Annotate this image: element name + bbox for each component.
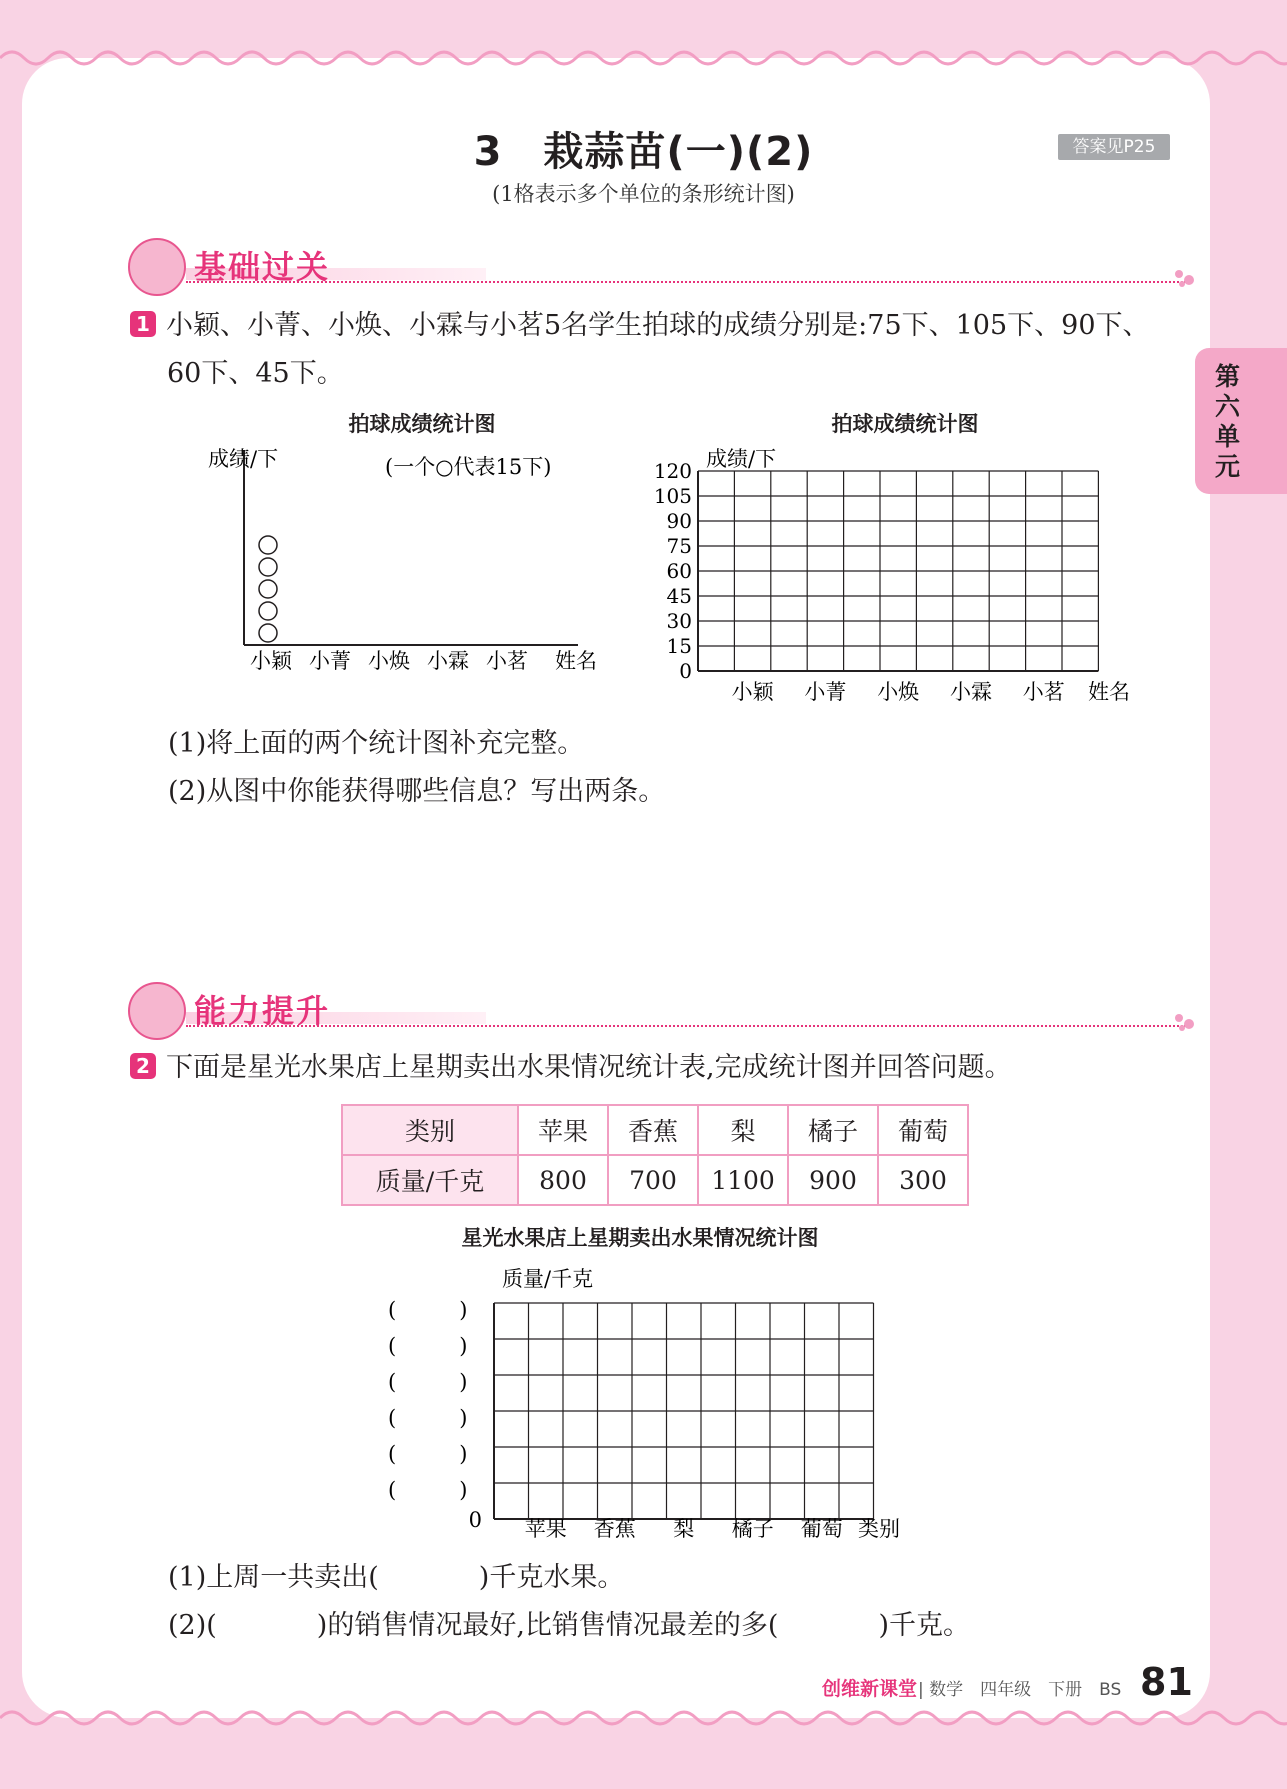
section-label: 基础过关	[194, 248, 331, 286]
chart1-symbols	[259, 536, 277, 642]
chart1-y-label: 成绩/下	[208, 447, 279, 471]
section-header-rule	[186, 281, 1186, 283]
section-header-rule	[186, 1025, 1186, 1027]
footer-info: | 数学 四年级 下册 BS	[918, 1680, 1122, 1700]
chart2-x-tick: 小茗	[1022, 680, 1065, 704]
table-cell: 900	[788, 1155, 878, 1205]
table-cell: 700	[608, 1155, 698, 1205]
section-label: 能力提升	[194, 992, 331, 1030]
question-1-text: 小颖、小菁、小焕、小霖与小茗5名学生拍球的成绩分别是:75下、105下、90下、	[166, 310, 1150, 341]
question-2-sub1	[168, 1554, 624, 1602]
chart1-x-ticks	[250, 649, 528, 673]
chart2-x-tick: 小菁	[804, 680, 847, 704]
question-2-text: 下面是星光水果店上星期卖出水果情况统计表,完成统计图并回答问题。	[166, 1052, 1012, 1083]
chart3-x-label: 类别	[858, 1517, 900, 1541]
chart1-x-tick: 小焕	[368, 649, 410, 673]
table-cell: 800	[518, 1155, 608, 1205]
chart2-bar-chart-grid[interactable]	[650, 440, 1150, 710]
table-cell: 1100	[698, 1155, 788, 1205]
table-row	[342, 1155, 968, 1205]
dots-ornament-icon	[1174, 268, 1200, 288]
chart2-y-tick: 120	[653, 459, 692, 483]
chart1-title: 拍球成绩统计图	[348, 412, 496, 436]
table-cell: 葡萄	[878, 1105, 968, 1155]
chart1-x-tick: 小颖	[250, 649, 292, 673]
question-1-line2: 60下、45下。	[167, 358, 344, 389]
table-row	[342, 1105, 968, 1155]
chart2-y-tick: 45	[666, 584, 692, 608]
chart1-legend: (一个○代表15下)	[385, 455, 552, 479]
question-1-sub2: (2)从图中你能获得哪些信息？写出两条。	[168, 776, 666, 807]
chart2-y-tick: 0	[679, 659, 692, 683]
question-2-sub2-suffix: )千克。	[878, 1610, 970, 1641]
question-2-sub2-middle: )的销售情况最好,比销售情况最差的多(	[316, 1610, 779, 1641]
question-2-sub2	[168, 1602, 970, 1650]
question-number-badge: 2	[130, 1053, 156, 1079]
answer-reference-badge: 答案见P25	[1058, 134, 1170, 160]
chart2-y-label: 成绩/下	[706, 447, 777, 471]
chart2-title: 拍球成绩统计图	[831, 412, 979, 436]
table-header-cell: 类别	[342, 1105, 518, 1155]
chart2-y-tick: 75	[666, 534, 692, 558]
chart1-x-tick: 小霖	[427, 649, 469, 673]
question-1-line1	[130, 302, 1190, 350]
table-cell: 300	[878, 1155, 968, 1205]
page-title: 3 栽蒜苗(一)(2)	[473, 129, 814, 175]
unit-side-tab	[1195, 348, 1287, 494]
question-1-sub1: (1)将上面的两个统计图补充完整。	[168, 728, 585, 759]
page-number: 81	[1140, 1660, 1193, 1704]
chart3-y-tick-blank[interactable]: ( )	[388, 1334, 468, 1358]
chart1-x-tick: 小茗	[486, 649, 528, 673]
question-number-badge: 1	[130, 311, 156, 337]
chart2-x-tick: 小颖	[731, 680, 774, 704]
chart3-x-tick: 梨	[673, 1517, 695, 1541]
chart3-y-label: 质量/千克	[502, 1267, 594, 1291]
chart3-y-tick-blank[interactable]: ( )	[388, 1298, 468, 1322]
fruit-sales-table	[341, 1104, 969, 1206]
unit-side-tab-label: 第六单元	[1215, 362, 1241, 481]
question-1	[130, 302, 1190, 398]
chart1-pictograph[interactable]	[200, 440, 620, 680]
table-header-cell: 质量/千克	[342, 1155, 518, 1205]
chart1-symbol	[259, 536, 277, 554]
question-2	[130, 1044, 1190, 1092]
chart3-x-tick: 苹果	[524, 1517, 567, 1541]
mascot-icon	[128, 982, 186, 1040]
question-2-sub2-prefix: (2)(	[168, 1610, 217, 1641]
footer-brand: 创维新课堂	[822, 1678, 918, 1700]
chart2-x-tick: 小焕	[877, 680, 920, 704]
chart2-y-tick: 105	[653, 484, 692, 508]
page-subtitle: (1格表示多个单位的条形统计图)	[492, 182, 795, 206]
chart2-y-tick: 60	[666, 559, 692, 583]
chart2-x-tick: 小霖	[950, 680, 992, 704]
table-cell: 梨	[698, 1105, 788, 1155]
top-wave-border	[0, 46, 1287, 70]
chart2-y-ticks	[654, 459, 692, 683]
table-cell: 橘子	[788, 1105, 878, 1155]
section-header-advanced	[128, 982, 1188, 1032]
bottom-wave-border	[0, 1706, 1287, 1730]
dots-ornament-icon	[1174, 1012, 1200, 1032]
chart3-y-tick-blank[interactable]: ( )	[388, 1478, 468, 1502]
chart2-x-ticks	[732, 680, 1065, 704]
chart3-x-tick: 葡萄	[800, 1517, 843, 1541]
chart1-symbol	[259, 624, 277, 642]
chart3-y-tick-blank[interactable]: ( )	[388, 1370, 468, 1394]
mascot-icon	[128, 238, 186, 296]
chart3-bar-chart-grid[interactable]	[380, 1260, 920, 1550]
chart1-symbol	[259, 602, 277, 620]
chart3-x-ticks	[525, 1517, 843, 1541]
table-cell: 苹果	[518, 1105, 608, 1155]
chart2-x-label: 姓名	[1088, 680, 1130, 704]
chart1-x-tick: 小菁	[309, 649, 351, 673]
chart3-grid	[494, 1303, 874, 1519]
question-2-sub1-suffix: )千克水果。	[478, 1562, 625, 1593]
section-header-basic	[128, 238, 1188, 288]
question-2-sub1-prefix: (1)上周一共卖出(	[168, 1562, 379, 1593]
chart2-y-tick: 90	[666, 509, 692, 533]
chart1-symbol	[259, 558, 277, 576]
chart2-y-tick: 15	[666, 634, 692, 658]
chart3-y-tick-blank[interactable]: ( )	[388, 1406, 468, 1430]
chart2-y-tick: 30	[666, 609, 692, 633]
chart3-y-tick-blank[interactable]: ( )	[388, 1442, 468, 1466]
chart3-x-tick: 橘子	[731, 1517, 774, 1541]
chart2-grid	[698, 471, 1098, 671]
chart3-y-ticks[interactable]	[388, 1298, 482, 1532]
chart3-x-tick: 香蕉	[593, 1517, 636, 1541]
chart1-symbol	[259, 580, 277, 598]
chart1-x-label: 姓名	[555, 649, 597, 673]
table-cell: 香蕉	[608, 1105, 698, 1155]
chart3-title: 星光水果店上星期卖出水果情况统计图	[461, 1226, 819, 1250]
chart3-y-tick-zero: 0	[468, 1508, 482, 1532]
